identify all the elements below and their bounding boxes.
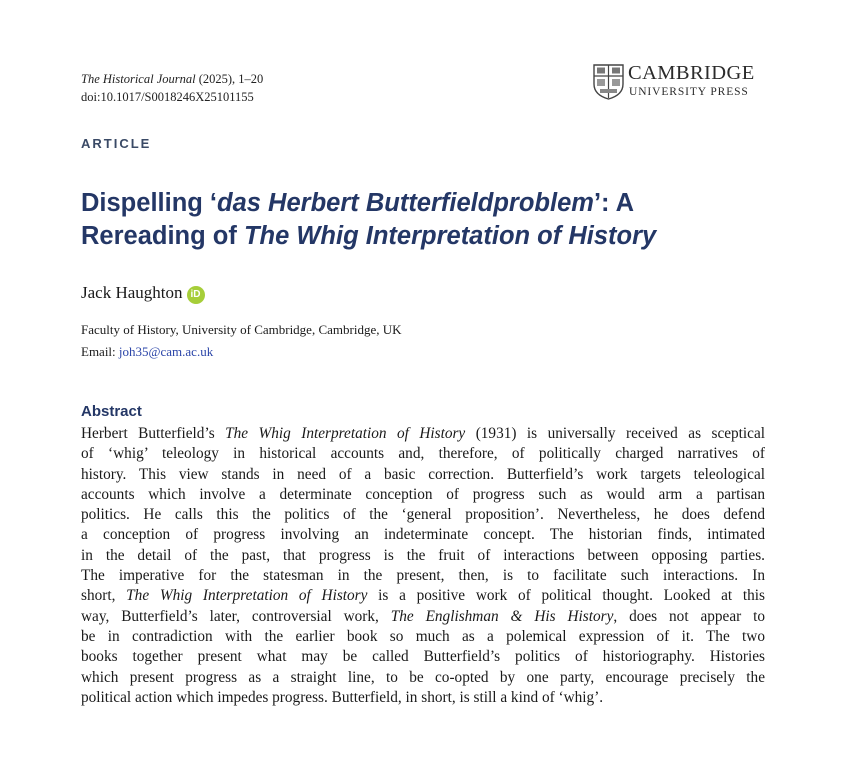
email-label: Email: [81, 344, 119, 359]
affiliation-block [81, 319, 402, 363]
abstract-italic-title: The Englishman & His History [390, 607, 614, 625]
abstract-line: political action which impedes progress. Butterfield, in short, is still a kind of ‘whig’. [81, 688, 604, 706]
abstract-line: The imperative for the statesman in the present, then, is to facilitate such interactions. In [81, 567, 765, 585]
doi[interactable]: doi:10.1017/S0018246X25101155 [81, 90, 254, 104]
abstract-line: books together present what may be called Butterfield’s politics of historiography. Histories [81, 648, 765, 666]
author-line [81, 283, 205, 304]
orcid-icon[interactable]: iD [187, 286, 205, 304]
section-label: ARTICLE [81, 136, 152, 151]
publisher-name: CAMBRIDGE [628, 62, 755, 84]
email-link[interactable]: joh35@cam.ac.uk [118, 344, 214, 359]
abstract-italic-title: The Whig Interpretation of History [225, 425, 466, 442]
title-italic-text: das Herbert Butterfieldproblem [217, 189, 594, 217]
title-italic-text: The Whig Interpretation of History [243, 222, 657, 250]
abstract-text [81, 424, 765, 708]
publisher-logo[interactable] [593, 64, 768, 104]
abstract-heading: Abstract [81, 403, 142, 420]
journal-name[interactable]: The Historical Journal [81, 72, 196, 86]
abstract-line: of ‘whig’ teleology in historical accounts and, therefore, of politically charged narratives of [81, 445, 765, 463]
author-name[interactable]: Jack Haughton [81, 283, 183, 302]
email-line [81, 341, 402, 363]
abstract-italic-title: The Whig Interpretation of History [126, 587, 368, 605]
abstract-line: be in contradiction with the earlier book so much as a polemical expression of it. The two [81, 627, 765, 645]
abstract-line: history. This view stands in need of a basic correction. Butterfield’s work targets teleological [81, 465, 765, 483]
abstract-line: short, The Whig Interpretation of History is a positive work of political thought. Looked at this [81, 587, 766, 605]
abstract-line: Herbert Butterfield’s The Whig Interpretation of History (1931) is universally received as sceptical [81, 425, 765, 442]
title-text: Rereading of [81, 222, 244, 250]
article-title [81, 187, 801, 253]
publisher-subtitle: UNIVERSITY PRESS [629, 86, 749, 98]
journal-citation [81, 70, 263, 88]
affiliation: Faculty of History, University of Cambridge, Cambridge, UK [81, 322, 402, 337]
title-text: ’: A [593, 189, 635, 217]
title-line-2 [81, 220, 801, 253]
cambridge-shield-icon [593, 64, 624, 100]
title-text: Dispelling ‘ [81, 189, 218, 217]
title-line-1 [81, 187, 801, 220]
journal-volume-pages: (2025), 1–20 [195, 72, 264, 86]
abstract-line: way, Butterfield’s later, controversial work, The Englishman & His History, does not appear to [81, 607, 765, 625]
journal-info [81, 70, 263, 106]
abstract-line: which present progress as a straight line, to be co-opted by one party, encourage precisely the [81, 668, 765, 686]
abstract-line: accounts which involve a determinate conception of progress such as would arm a partisan [81, 485, 765, 503]
abstract-line: in the detail of the past, that progress is the fruit of interactions between opposing parties. [81, 546, 765, 564]
abstract-line: a conception of progress involving an indeterminate concept. The historian finds, intimated [81, 526, 765, 544]
abstract-line: politics. He calls this the politics of the ‘general proposition’. Nevertheless, he does defend [81, 506, 765, 524]
